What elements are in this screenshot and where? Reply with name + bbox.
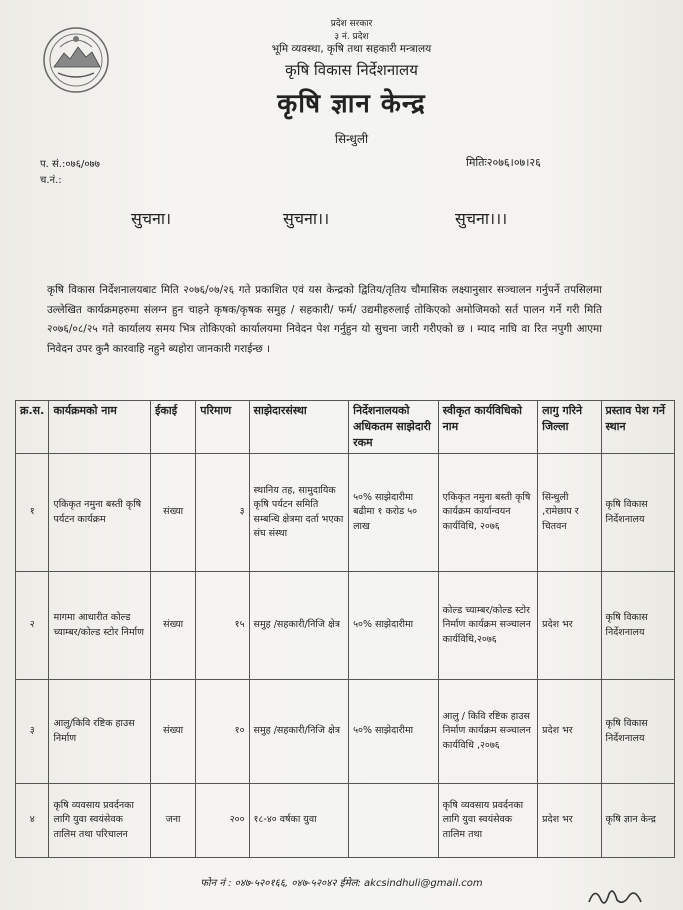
cell: १ xyxy=(16,454,49,572)
letter-date: मितिः२०७६।०७।२६ xyxy=(466,156,541,169)
cell: कृषि ज्ञान केन्द्र xyxy=(601,784,674,858)
cell: ३ xyxy=(16,680,49,784)
table-row xyxy=(16,784,675,858)
cell: कृषि विकास निर्देशनालय xyxy=(601,572,674,680)
cell: प्रदेश भर xyxy=(538,784,601,858)
cell: समुह /सहकारी/निजि क्षेत्र xyxy=(249,680,349,784)
header-line-2: ३ नं. प्रदेश xyxy=(334,32,369,42)
notice-heading-2: सुचना।। xyxy=(283,209,330,228)
cell: मागमा आधारीत कोल्ड च्याम्बर/कोल्ड स्टोर निर्माण xyxy=(49,572,151,680)
cell: १० xyxy=(196,680,249,784)
cell: एकिकृत नमुना बस्ती कृषि पर्यटन कार्यक्रम xyxy=(49,454,151,572)
cell: प्रदेश भर xyxy=(538,680,601,784)
cell: ३ xyxy=(196,454,249,572)
notice-heading-1: सुचना। xyxy=(131,209,172,228)
cell: सिन्धुली ,रामेछाप र चितवन xyxy=(538,454,601,572)
col-max-amount: निर्देशनालयको अधिकतम साझेदारी रकम xyxy=(349,401,439,454)
cell: कृषि व्यवसाय प्रवर्दनका लागि युवा स्वयंसेवक तालिम तथा परिचालन xyxy=(49,784,151,858)
cell: जना xyxy=(151,784,196,858)
cell: एकिकृत नमुना बस्ती कृषि कार्यक्रम कार्यान्वयन कार्यविधि, २०७६ xyxy=(438,454,538,572)
cell: आलु/किवि रष्टिक हाउस निर्माण xyxy=(49,680,151,784)
cell: समुह /सहकारी/निजि क्षेत्र xyxy=(249,572,349,680)
cell: संख्या xyxy=(151,572,196,680)
cell: आलु / किवि रष्टिक हाउस निर्माण कार्यक्रम सञ्चालन कार्यविधि ,२०७६ xyxy=(438,680,538,784)
col-serial: क्र.स. xyxy=(16,401,49,454)
cell: स्थानिय तह, सामुदायिक कृषि पर्यटन समिति सम्बन्धि क्षेत्रमा दर्ता भएका संघ संस्था xyxy=(249,454,349,572)
cell: कृषि व्यवसाय प्रवर्दनका लागि युवा स्वयंसेवक तालिम तथा xyxy=(438,784,538,858)
footer-contact: फोन नं : ०४७-५२०१६६, ०४७-५२०४२ ईमेल: akcsindhuli@gmail.com xyxy=(200,878,483,889)
cell: ५०% साझेदारीमा बढीमा १ करोड ५० लाख xyxy=(349,454,439,572)
dispatch-number: च.नं.: xyxy=(40,175,62,186)
cell: संख्या xyxy=(151,680,196,784)
col-submit-place: प्रस्ताव पेश गर्ने स्थान xyxy=(601,401,674,454)
col-program: कार्यक्रमको नाम xyxy=(49,401,151,454)
cell: २०० xyxy=(196,784,249,858)
office-location: सिन्धुली xyxy=(334,132,369,146)
table-row xyxy=(16,572,675,680)
table-header-row xyxy=(16,401,675,454)
cell: कृषि विकास निर्देशनालय xyxy=(601,454,674,572)
cell: १८-४० वर्षका युवा xyxy=(249,784,349,858)
letter-ref-number: प. सं.:०७६/०७७ xyxy=(40,159,100,170)
cell: १५ xyxy=(196,572,249,680)
table-row xyxy=(16,680,675,784)
col-district: लागु गरिने जिल्ला xyxy=(538,401,601,454)
notice-body: कृषि विकास निर्देशनालयबाट मिति २०७६/०७/२६ गते प्रकाशित एवं यस केन्द्रको द्वितिय/तृतिय चौमासिक लक्ष्यानुसार सञ्चालन गर्नुपर्ने तपसिलमा उल्लेखित कार्यक्रमहरुमा संलग्न हुन चाहने कृषक/कृषक समुह / सहकारी/ फर्म/ उद्यमीहरुलाई तोकिएको अमोजिमको सर्त पालन गर्ने गरी मिति २०७६/०८/२५ गते कार्यालय समय भित्र तोकिएको कार्यालयमा निवेदन पेश गर्नुहुन यो सुचना जारी गरीएको छ । म्याद नाघि वा रित नपुगी आएमा निवेदन उपर कुनै कारवाहि नहुने ब्यहोरा जानकारी गराईन्छ । xyxy=(47,284,602,355)
cell: ५०% साझेदारीमा xyxy=(349,572,439,680)
col-quantity: परिमाण xyxy=(196,401,249,454)
cell: संख्या xyxy=(151,454,196,572)
notice-heading-3: सुचना।।। xyxy=(455,209,508,228)
cell: कोल्ड च्याम्बर/कोल्ड स्टोर निर्माण कार्यक्रम सञ्चालन कार्यविधि,२०७६ xyxy=(438,572,538,680)
signature-icon xyxy=(585,880,645,910)
program-table xyxy=(15,400,675,858)
cell: २ xyxy=(16,572,49,680)
cell: ५०% साझेदारीमा xyxy=(349,680,439,784)
directorate-name: कृषि विकास निर्देशनालय xyxy=(285,61,418,79)
table-row xyxy=(16,454,675,572)
cell: ४ xyxy=(16,784,49,858)
office-title: कृषि ज्ञान केन्द्र xyxy=(277,89,426,119)
col-partner: साझेदारसंस्था xyxy=(249,401,349,454)
cell: कृषि विकास निर्देशनालय xyxy=(601,680,674,784)
col-procedure: स्वीकृत कार्यविधिको नाम xyxy=(438,401,538,454)
cell: प्रदेश भर xyxy=(538,572,601,680)
ministry-name: भूमि व्यवस्था, कृषि तथा सहकारी मन्त्रालय xyxy=(271,43,432,55)
header-line-1: प्रदेश सरकार xyxy=(330,19,373,29)
col-unit: ईकाई xyxy=(151,401,196,454)
cell xyxy=(349,784,439,858)
